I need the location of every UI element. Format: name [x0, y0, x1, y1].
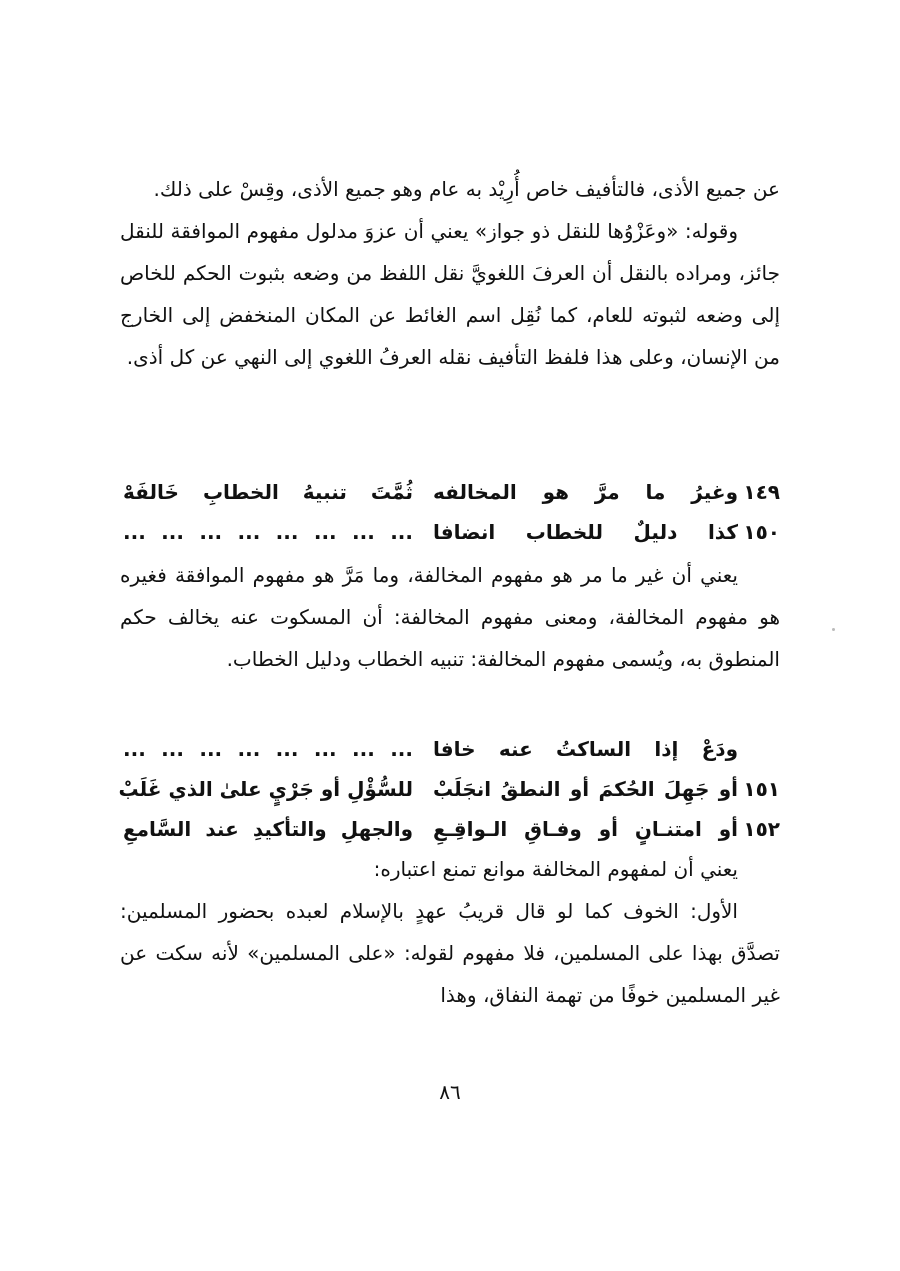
- verse-second-hemistich: والجهلِ والتأكيدِ عند السَّامعِ: [123, 817, 413, 841]
- verse-second-hemistich: ثُمَّتَ تنبيهُ الخطابِ خَالفَهْ: [123, 480, 413, 504]
- middle-paragraph-block: [120, 554, 780, 680]
- paragraph-first-obstacle: الأول: الخوف كما لو قال قريبُ عهدٍ بالإسلام لعبده بحضور المسلمين: تصدَّق بهذا على المسلمين، فلا مفهوم لقوله: «على المسلمين» لأنه سكت عن غير المسلمين خوفًا من تهمة النفاق، وهذا: [120, 899, 780, 1007]
- verse-number: ١٤٩: [743, 480, 780, 504]
- verse-first-hemistich: كذا دليلٌ للخطاب انضافا: [433, 520, 738, 544]
- verse-first-hemistich: أو امتنـانٍ أو وفـاقِ الـواقِـعِ: [433, 817, 738, 841]
- verse-group-1: [120, 472, 780, 552]
- paragraph-explanation: وقوله: «وعَزْوُها للنقل ذو جواز» يعني أن عزوَ مدلول مفهوم الموافقة للنقل جائز، ومراده بالنقل أن العرفَ اللغويَّ نقل اللفظ من وضعه بثبوت الحكم للخاص إلى وضعه لثبوته للعام، كما نُقِل اسم الغائط عن المكان المنخفض إلى الخارج من الإنسان، وعلى هذا فلفظ التأفيف نقله العرفُ اللغوي إلى النهي عن كل أذى.: [120, 219, 780, 369]
- verse-number: ١٥٢: [743, 817, 780, 841]
- verse-group-2: [120, 729, 780, 849]
- top-paragraphs: [120, 168, 780, 378]
- verse-line: [120, 729, 780, 769]
- paragraph-mukhalafa: يعني أن غير ما مر هو مفهوم المخالفة، وما مَرَّ هو مفهوم الموافقة فغيره هو مفهوم المخالفة، ومعنى مفهوم المخالفة: أن المسكوت عنه يخالف حكم المنطوق به، ويُسمى مفهوم المخالفة: تنبيه الخطاب ودليل الخطاب.: [120, 563, 780, 671]
- verse-line: [120, 472, 780, 512]
- page-number: ٨٦: [439, 1080, 461, 1104]
- bottom-paragraphs: [120, 848, 780, 1016]
- verse-first-hemistich: وغيرُ ما مرَّ هو المخالفه: [433, 480, 738, 504]
- verse-line: [120, 512, 780, 552]
- paragraph-continuation: عن جميع الأذى، فالتأفيف خاص أُرِيْد به عام وهو جميع الأذى، وقِسْ على ذلك.: [153, 177, 780, 201]
- verse-number: [738, 729, 780, 769]
- verse-number: ١٥١: [743, 777, 780, 801]
- verse-first-hemistich: ودَعْ إذا الساكتُ عنه خافا: [433, 737, 738, 761]
- verse-second-hemistich: للسُّؤْلِ أو جَرْيٍ علىٰ الذي غَلَبْ: [118, 777, 413, 801]
- verse-number: ١٥٠: [743, 520, 780, 544]
- verse-second-hemistich: ... ... ... ... ... ... ... ...: [123, 737, 413, 761]
- verse-line: [120, 809, 780, 849]
- paragraph-mawani: يعني أن لمفهوم المخالفة موانع تمنع اعتباره:: [373, 857, 738, 881]
- verse-line: [120, 769, 780, 809]
- margin-dot: [832, 628, 835, 631]
- verse-first-hemistich: أو جَهِلَ الحُكمَ أو النطقُ انجَلَبْ: [433, 777, 738, 801]
- verse-second-hemistich: ... ... ... ... ... ... ... ...: [123, 520, 413, 544]
